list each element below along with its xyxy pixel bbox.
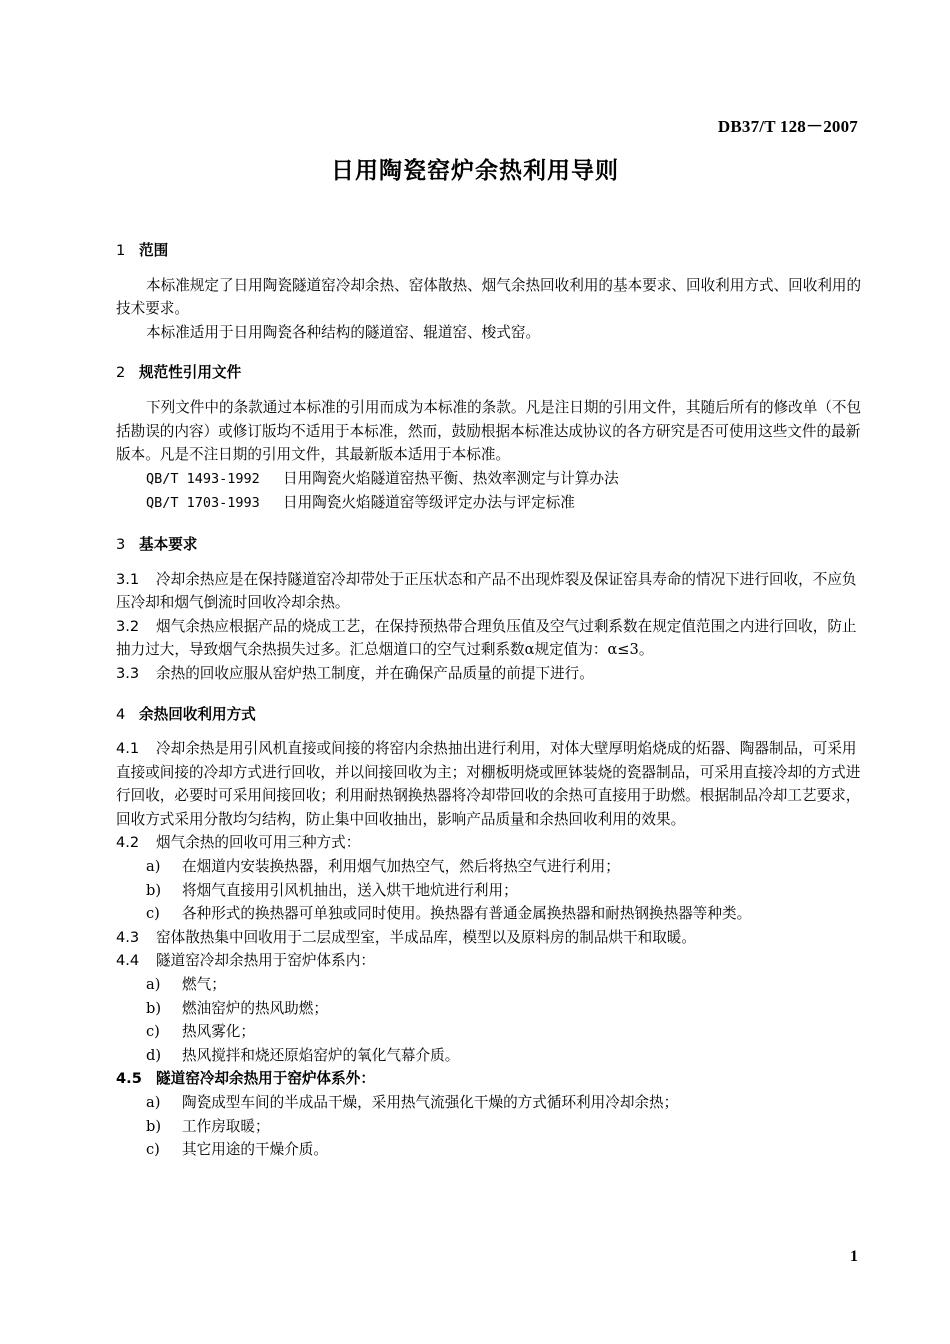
clause: 4.2 烟气余热的回收可用三种方式： (116, 834, 361, 852)
sub-item: c) 其它用途的干燥介质。 (146, 1141, 328, 1159)
sub-item: c) 热风雾化； (146, 1023, 255, 1041)
clause: 3.2 烟气余热应根据产品的烧成工艺，在保持预热带合理负压值及空气过剩系数在规定值范围之内进行回收，防止抽力过大，导致烟气余热损失过多。汇总烟道口的空气过剩系数α规定值为：α≤3。 (116, 617, 857, 659)
sub-item: d) 热风搅拌和烧还原焰窑炉的氧化气幕介质。 (146, 1046, 460, 1064)
sub-item: a) 燃气； (146, 976, 226, 994)
section-heading-3: 3 基本要求 (116, 535, 198, 553)
section-heading-4: 4 余热回收利用方式 (116, 705, 256, 723)
section-heading-1: 1 范围 (116, 242, 169, 259)
document-body (116, 232, 862, 1162)
clause: 4.5 隧道窑冷却余热用于窑炉体系外： (116, 1070, 375, 1088)
clause: 4.4 隧道窑冷却余热用于窑炉体系内： (116, 952, 375, 970)
sub-item: b) 工作房取暖； (146, 1117, 270, 1135)
reference-item: QB/T 1493-1992 日用陶瓷火焰隧道窑热平衡、热效率测定与计算办法 (146, 469, 619, 487)
paragraph: 本标准适用于日用陶瓷各种结构的隧道窑、辊道窑、梭式窑。 (146, 323, 541, 341)
clause: 3.3 余热的回收应服从窑炉热工制度，并在确保产品质量的前提下进行。 (116, 664, 594, 682)
sub-item: b) 将烟气直接用引风机抽出，送入烘干地炕进行利用； (146, 881, 518, 899)
sub-item: c) 各种形式的换热器可单独或同时使用。换热器有普通金属换热器和耐热钢换热器等种类。 (146, 905, 752, 923)
sub-item: a) 陶瓷成型车间的半成品干燥，采用热气流强化干燥的方式循环利用冷却余热； (146, 1094, 679, 1111)
clause: 4.1 冷却余热是用引风机直接或间接的将窑内余热抽出进行利用，对体大壁厚明焰烧成的炻器、陶器制品，可采用直接或间接的冷却方式进行回收，并以间接回收为主；对棚板明烧或匣钵装烧的瓷器制品，可采用直接冷却的方式进行回收，必要时可采用间接回收；利用耐热钢换热器将冷却带回收的余热可直接用于助燃。根据制品冷却工艺要求，回收方式采用分散均匀结构，防止集中回收抽出，影响产品质量和余热回收利用的效果。 (116, 740, 861, 828)
page-number: 1 (850, 1248, 858, 1265)
document-title: 日用陶瓷窑炉余热利用导则 (331, 158, 619, 184)
reference-item: QB/T 1703-1993 日用陶瓷火焰隧道窑等级评定办法与评定标准 (146, 494, 575, 512)
paragraph: 下列文件中的条款通过本标准的引用而成为本标准的条款。凡是注日期的引用文件，其随后所有的修改单（不包括勘误的内容）或修订版均不适用于本标准，然而，鼓励根据本标准达成协议的各方研究是否可使用这些文件的最新版本。凡是不注日期的引用文件，其最新版本适用于本标准。 (116, 398, 862, 464)
section-heading-2: 2 规范性引用文件 (116, 364, 242, 382)
standard-code: DB37/T 128－2007 (717, 117, 858, 136)
sub-item: a) 在烟道内安装换热器，利用烟气加热空气，然后将热空气进行利用； (146, 858, 620, 876)
sub-item: b) 燃油窑炉的热风助燃； (146, 999, 328, 1017)
clause: 3.1 冷却余热应是在保持隧道窑冷却带处于正压状态和产品不出现炸裂及保证窑具寿命的情况下进行回收，不应负压冷却和烟气倒流时回收冷却余热。 (116, 570, 857, 612)
paragraph: 本标准规定了日用陶瓷隧道窑冷却余热、窑体散热、烟气余热回收利用的基本要求、回收利用方式、回收利用的技术要求。 (116, 276, 862, 318)
clause: 4.3 窑体散热集中回收用于二层成型室，半成品库，模型以及原料房的制品烘干和取暖。 (116, 928, 696, 946)
